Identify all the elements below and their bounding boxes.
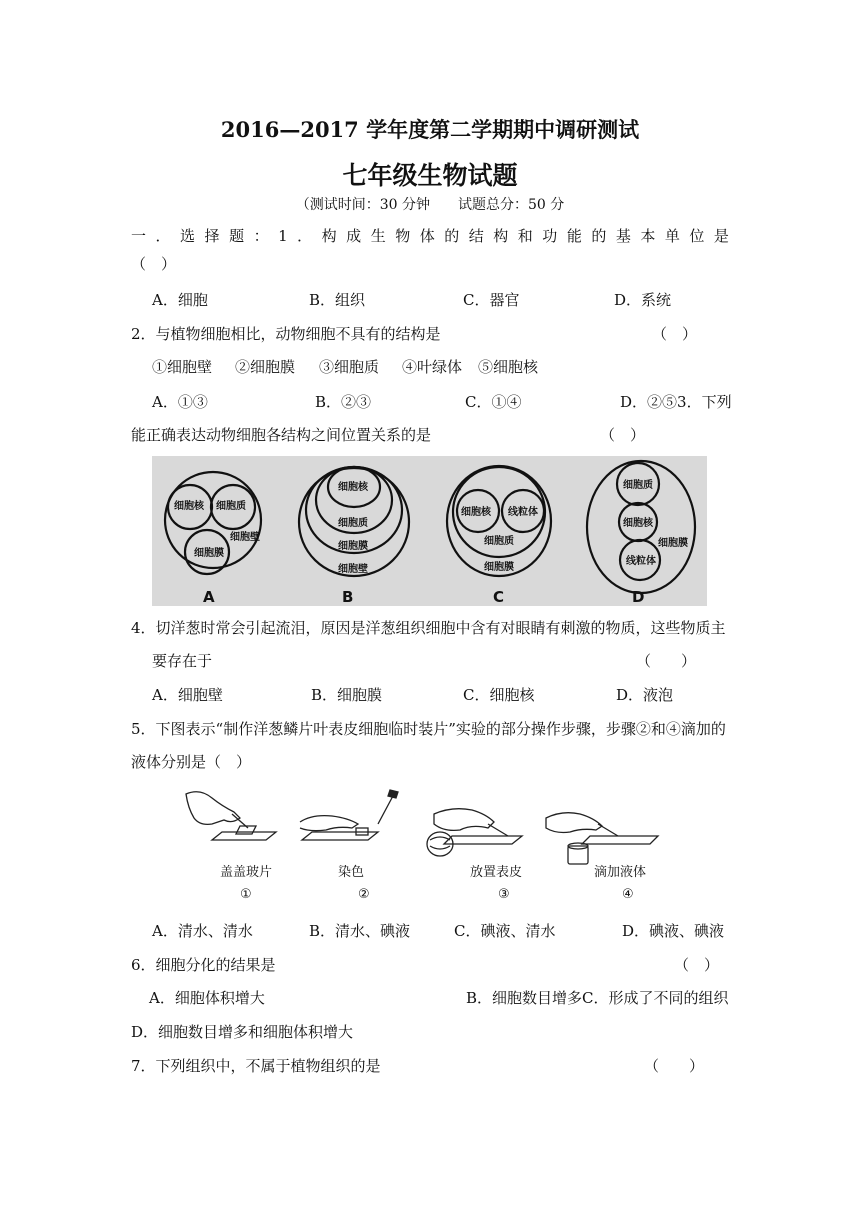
fig-letter-d: D [632,588,645,606]
q1-stem-char: ． [297,227,313,245]
q6-option-bc: B．细胞数目增多C．形成了不同的组织 [466,989,729,1007]
fig-a-label-4: 细胞壁 [230,532,260,543]
q3-stem: 能正确表达动物细胞各结构之间位置关系的是 [131,426,432,444]
q1-stem-char: 1 [278,227,288,245]
fig-c-outer-circle [447,466,551,576]
q1-stem-char: 构 [321,227,337,245]
q2-item-5: ⑤细胞核 [478,358,539,376]
fig-letter-a: A [203,588,215,606]
fig-a-label-1: 细胞核 [174,501,204,512]
q1-stem-char: 选 [180,227,196,245]
slide-procedure-figure [182,784,662,904]
step3-num: ③ [498,887,510,902]
q2-paren: （ ） [652,325,698,343]
fig-d-label-4: 线粒体 [626,556,656,567]
q2-item-2: ②细胞膜 [235,358,296,376]
fig-b-label-1: 细胞核 [338,482,368,493]
q5-stem-2: 液体分别是（ ） [131,753,252,771]
step4-drawing [546,813,658,864]
q4-paren: （ ） [636,652,697,670]
step3-drawing [427,809,522,856]
fig-a-label-3: 细胞膜 [194,548,224,559]
q6-option-a: A．细胞体积增大 [149,989,265,1007]
cell-structure-figure [152,456,707,606]
fig-d-label-3: 细胞膜 [658,538,688,549]
q1-stem-char: 生 [370,227,386,245]
q4-option-d: D．液泡 [616,686,674,704]
q6-option-d: D．细胞数目增多和细胞体积增大 [131,1023,354,1041]
step2-num: ② [358,887,370,902]
fig-d-label-2: 细胞核 [623,518,653,529]
q1-stem [131,226,729,246]
step1-num: ① [240,887,252,902]
q1-stem-char: 择 [204,227,220,245]
fig-c-label-2: 线粒体 [508,507,538,518]
fig-letter-b: B [342,588,354,606]
q1-stem-char: 是 [713,227,729,245]
q1-stem-char: 位 [689,227,705,245]
fig-a-label-2: 细胞质 [216,501,246,512]
q4-stem-2: 要存在于 [152,652,213,670]
q1-stem-char: 结 [468,227,484,245]
q1-stem-char: 一 [131,227,147,245]
q2-stem: 2．与植物细胞相比，动物细胞不具有的结构是 [131,325,441,343]
q1-stem-char: 能 [566,227,582,245]
step2-drawing [300,790,398,840]
q1-stem-char: 题 [229,227,245,245]
q1-stem-char: 单 [664,227,680,245]
q1-stem-char: 基 [615,227,631,245]
q1-stem-char: ： [253,227,269,245]
fig-d-label-1: 细胞质 [623,480,653,491]
q5-option-d: D．碘液、碘液 [622,922,725,940]
q5-option-b: B．清水、碘液 [309,922,411,940]
q1-option-b: B．组织 [309,291,366,309]
q6-stem: 6．细胞分化的结果是 [131,956,276,974]
step1-drawing [186,792,276,840]
q2-option-c: C．①④ [465,393,522,411]
q6-paren: （ ） [674,956,720,974]
fig-b-label-3: 细胞膜 [338,541,368,552]
q1-stem-char: 构 [493,227,509,245]
q2-option-a: A．①③ [152,393,208,411]
fig-c-label-4: 细胞膜 [484,562,514,573]
fig-b-label-2: 细胞质 [338,518,368,529]
step4-num: ④ [622,887,634,902]
fig-c-label-1: 细胞核 [461,507,491,518]
q1-option-a: A．细胞 [152,291,208,309]
exam-info: （测试时间：30 分钟 试题总分：50 分 [295,197,565,213]
q7-paren: （ ） [644,1057,705,1075]
q2-option-b: B．②③ [315,393,372,411]
fig-letter-c: C [493,588,505,606]
exam-subtitle: 七年级生物试题 [342,161,518,190]
q1-paren: （ ） [131,255,177,273]
q1-stem-char: 物 [395,227,411,245]
fig-c-label-3: 细胞质 [484,536,514,547]
q1-option-c: C．器官 [463,291,520,309]
step3-label: 放置表皮 [470,865,523,880]
q4-option-b: B．细胞膜 [311,686,383,704]
q1-stem-char: 的 [444,227,460,245]
q1-stem-char: ． [155,227,171,245]
fig-b-label-4: 细胞壁 [338,564,368,575]
q2-item-1: ①细胞壁 [152,358,213,376]
q1-stem-char: 和 [517,227,533,245]
q2-item-4: ④叶绿体 [402,358,463,376]
step1-label: 盖盖玻片 [220,865,273,880]
q4-stem: 4．切洋葱时常会引起流泪，原因是洋葱组织细胞中含有对眼睛有刺激的物质，这些物质主 [131,619,726,637]
q1-stem-char: 的 [591,227,607,245]
q1-option-d: D．系统 [614,291,672,309]
step2-label: 染色 [338,865,365,880]
q1-stem-char: 功 [542,227,558,245]
q5-option-c: C．碘液、清水 [454,922,556,940]
q5-option-a: A．清水、清水 [152,922,253,940]
q1-stem-char: 本 [640,227,656,245]
q5-stem: 5．下图表示“制作洋葱鳞片叶表皮细胞临时装片”实验的部分操作步骤，步骤②和④滴加的 [131,720,726,738]
q1-stem-char: 体 [419,227,435,245]
q4-option-c: C．细胞核 [463,686,535,704]
exam-title: 2016—2017 学年度第二学期期中调研测试 [220,117,640,142]
q3-paren: （ ） [600,426,646,444]
q2-option-d: D．②⑤3．下列 [620,393,732,411]
q4-option-a: A．细胞壁 [152,686,223,704]
step4-label: 滴加液体 [594,865,647,880]
q7-stem: 7．下列组织中，不属于植物组织的是 [131,1057,381,1075]
q1-stem-char: 成 [346,227,362,245]
q2-item-3: ③细胞质 [319,358,380,376]
